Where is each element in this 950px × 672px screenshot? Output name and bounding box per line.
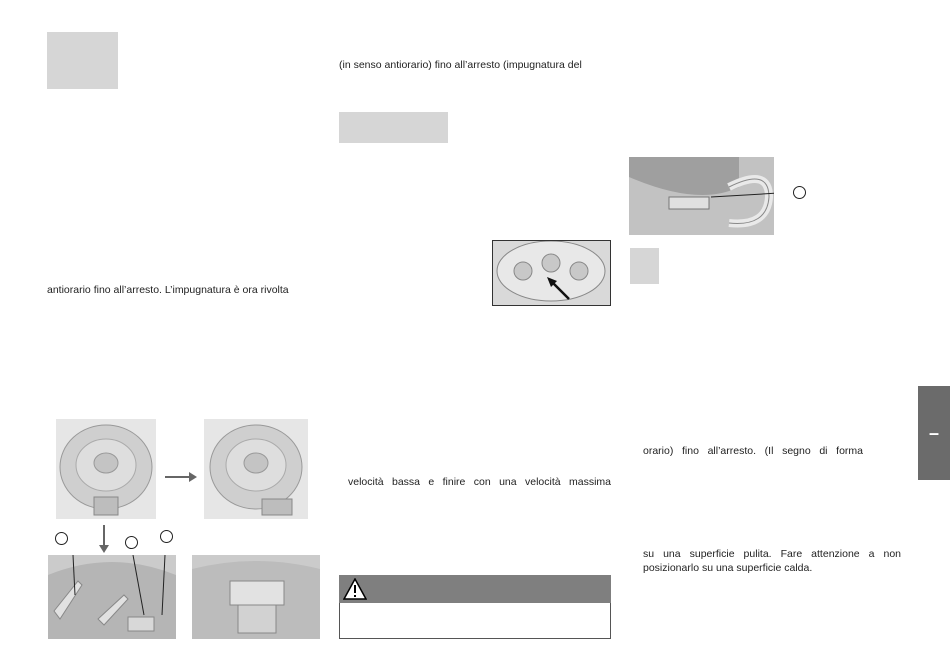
lid-inside-photo xyxy=(492,240,611,306)
warning-header-bar xyxy=(339,575,611,603)
arrow-right-icon xyxy=(165,470,197,484)
column2-text-line-2: velocità bassa e finire con una velocità massima xyxy=(348,476,611,488)
appliance-photo-top-right xyxy=(204,419,308,519)
column2-text-line-1: (in senso antiorario) fino all’arresto (impugnatura del xyxy=(339,59,582,71)
appliance-photo-top-left xyxy=(56,419,156,519)
column3-text-line-2: su una superficie pulita. Fare attenzione a non xyxy=(643,548,901,560)
callout-circle-3 xyxy=(160,530,173,543)
language-side-tab xyxy=(918,386,950,480)
section-heading-box-2 xyxy=(339,112,448,143)
callout-circle-1 xyxy=(55,532,68,545)
pot-handle-photo xyxy=(629,157,774,235)
column3-text-line-1: orario) fino all’arresto. (Il segno di forma xyxy=(643,445,863,457)
section-marker-box-1 xyxy=(47,32,118,89)
warning-content-box xyxy=(339,603,611,639)
appliance-detail-photo-bottom-right xyxy=(192,555,320,639)
warning-triangle-icon xyxy=(343,578,367,600)
callout-circle-4 xyxy=(793,186,806,199)
column1-text-line-1: antiorario fino all’arresto. L’impugnatura è ora rivolta xyxy=(47,284,289,296)
column3-text-line-3: posizionarlo su una superficie calda. xyxy=(643,562,813,574)
section-marker-box-3 xyxy=(630,248,659,284)
arrow-down-icon xyxy=(97,525,111,553)
appliance-detail-photo-bottom-left xyxy=(48,555,176,639)
side-tab-label: – xyxy=(928,422,939,443)
callout-circle-2 xyxy=(125,536,138,549)
